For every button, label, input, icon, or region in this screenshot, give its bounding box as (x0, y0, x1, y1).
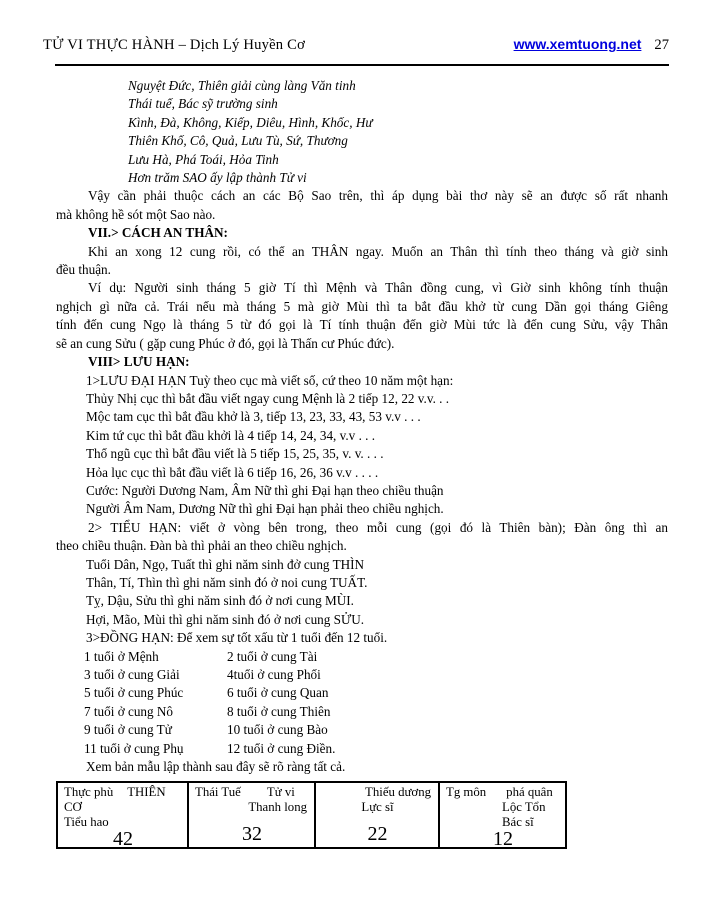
cell-row: Thái Tuế Tử vi (195, 785, 295, 800)
list-line: Hợi, Mão, Mùi thì ghi năm sinh đó ở nơi cung SỬU. (86, 611, 365, 627)
dong-han-row: 9 tuổi ở cung Tử 10 tuổi ở cung Bào (84, 722, 328, 738)
dong-han-row: 1 tuổi ở Mệnh 2 tuổi ở cung Tài (84, 648, 318, 664)
poem-block (128, 77, 668, 187)
cell-row: Tiểu hao (64, 814, 109, 829)
list-line: Thủy Nhị cục thì bắt đầu viết ngay cung Mệnh là 2 tiếp 12, 22 v.v. . . (86, 390, 450, 406)
list-line: Kim tứ cục thì bắt đầu khởi là 4 tiếp 14, 24, 34, v.v . . . (86, 427, 376, 443)
dong-han-table (56, 648, 668, 758)
header-title: TỬ VI THỰC HÀNH – Dịch Lý Huyền Cơ (43, 37, 305, 53)
closing-line: Xem bản mẫu lập thành sau đây sẽ rõ ràng tất cả. (86, 759, 346, 775)
cell-number: 42 (113, 828, 133, 851)
list-line: Cước: Người Dương Nam, Âm Nữ thì ghi Đại hạn theo chiều thuận (86, 482, 444, 498)
cell-row: Lộc Tổn (502, 800, 546, 815)
luu-dai-han-list (56, 372, 668, 519)
list-line: 1>LƯU ĐẠI HẠN Tuỳ theo cục mà viết số, cứ theo 10 năm một hạn: (86, 372, 454, 388)
poem-line: Thiên Khố, Cô, Quả, Lưu Tù, Sứ, Thương (128, 133, 348, 149)
chart-cell (58, 783, 187, 851)
cell-number: 32 (242, 823, 262, 846)
poem-line: Lưu Hà, Phá Toái, Hỏa Tinh (128, 151, 279, 167)
cell-row: Thiếu dương (365, 785, 431, 800)
cell-row: Lực sĩ (361, 800, 394, 815)
list-line: Hỏa lục cục thì bắt đầu viết là 6 tiếp 16, 26, 36 v.v . . . . (86, 464, 379, 480)
paragraph-conclusion: Vậy cần phải thuộc cách an các Bộ Sao trên, thì áp dụng bài thơ này sẽ an được số rất nhanh mà không hề sót một Sao nào. (56, 188, 668, 222)
list-line: Thổ ngũ cục thì bắt đầu viết là 5 tiếp 15, 25, 35, v. v. . . . (86, 446, 384, 462)
chart-cell (438, 783, 565, 851)
list-line: Tuổi Dân, Ngọ, Tuất thì ghi năm sinh đở cung THÌN (86, 556, 365, 572)
cell-number: 22 (367, 823, 388, 846)
dong-han-row: 7 tuổi ở cung Nô 8 tuổi ở cung Thiên (84, 703, 331, 719)
dong-han-row: 11 tuổi ở cung Phụ 12 tuổi ở cung Điền. (84, 740, 336, 756)
section-heading-viii: VIII> LƯU HẠN: (88, 354, 190, 370)
poem-line: Hơn trăm SAO ấy lập thành Tử vi (128, 170, 307, 186)
page-header (43, 34, 669, 55)
sample-chart-table (56, 781, 567, 849)
cell-number: 12 (493, 828, 513, 851)
paragraph-vi-du: Ví dụ: Người sinh tháng 5 giờ Tí thì Mệnh và Thân đồng cung, vì Giờ sinh không tính thuận nghịch gì nữa cả. Trái nếu mà tháng 5 mà giờ Mùi thì ta bắt đầu khở từ cung Dần gọi tháng Giêng tính đến cung Ngọ là tháng 5 từ đó gọi là Tí tính thuận đến giờ Mùi tức là đến cung Sửu, vậy Thân sẽ an cung Sửu ( gặp cung Phúc ở đó, gọi là Thấn cư Phúc đức). (56, 280, 668, 351)
list-line: Tỵ, Dậu, Sửu thì ghi năm sinh đó ở nơi cung MÙI. (86, 593, 354, 609)
poem-line: Thái tuế, Bác sỹ trường sinh (128, 96, 278, 112)
cell-row: Bác sĩ (502, 814, 534, 829)
poem-line: Kình, Đà, Không, Kiếp, Diêu, Hình, Khốc, Hư (128, 114, 373, 130)
cell-row: Thực phù THIÊN CƠ (64, 785, 166, 815)
page-content (56, 77, 668, 849)
list-line: Người Âm Nam, Dương Nữ thì ghi Đại hạn phải theo chiều nghịch. (86, 501, 444, 517)
section-heading-vii: VII.> CÁCH AN THÂN: (88, 225, 228, 241)
chart-cell (314, 783, 438, 847)
chart-cell (187, 783, 314, 847)
list-line: Mộc tam cục thì bắt đầu khở là 3, tiếp 13, 23, 33, 43, 53 v.v . . . (86, 409, 421, 425)
paragraph-an-than: Khi an xong 12 cung rồi, có thể an THÂN ngay. Muốn an Thân thì tính theo tháng và giờ sinh đều thuận. (56, 243, 668, 278)
paragraph-tieu-han: 2> TIỂU HẠN: viết ở vòng bên trong, theo mỗi cung (gọi đó là Thiên bàn); Đàn ông thì an theo chiều thuận. Đàn bà thì phải an theo chiều nghịch. (56, 519, 668, 554)
tieu-han-list (56, 556, 668, 630)
list-line: Thân, Tí, Thìn thì ghi năm sinh đó ở noi cung TUẤT. (86, 574, 368, 590)
dong-han-row: 3 tuổi ở cung Giải 4tuổi ở cung Phối (84, 667, 321, 682)
poem-line: Nguyệt Đức, Thiên giải cùng làng Văn tinh (128, 78, 356, 93)
website-link[interactable]: www.xemtuong.net (513, 36, 642, 52)
cell-row: Thanh long (248, 800, 307, 815)
header-divider (55, 64, 669, 66)
dong-han-row: 5 tuổi ở cung Phúc 6 tuổi ở cung Quan (84, 685, 329, 701)
dong-han-intro: 3>ĐỒNG HẠN: Để xem sự tốt xấu từ 1 tuổi đến 12 tuổi. (86, 630, 388, 646)
cell-row: Tg môn phá quân (446, 785, 553, 800)
header-right (514, 34, 669, 55)
page-number: 27 (654, 37, 669, 53)
